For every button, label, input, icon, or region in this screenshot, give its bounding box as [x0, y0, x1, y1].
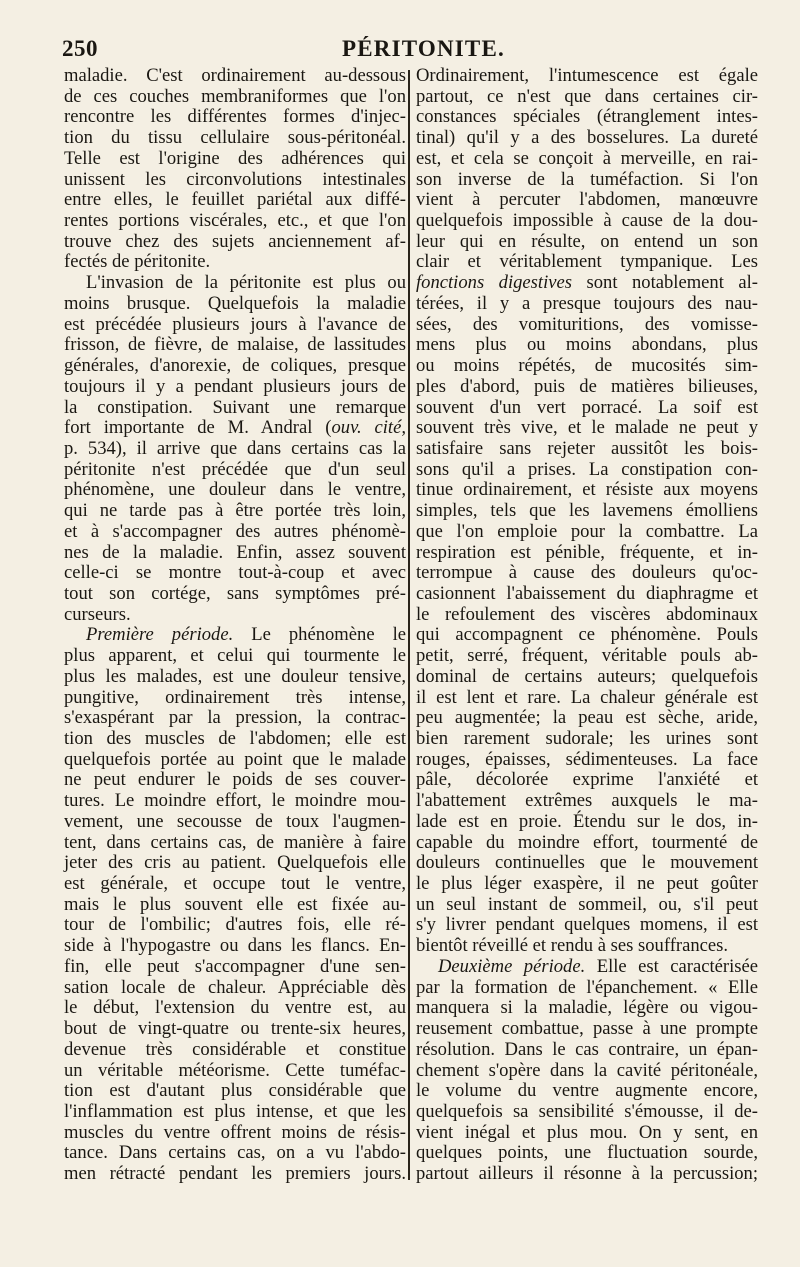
text-line: de ces couches membraniformes que l'on — [64, 85, 406, 107]
text-line: Telle est l'origine des adhérences qui — [64, 147, 406, 169]
text-line: est générale, et occupe tout le ventre, — [64, 873, 406, 895]
text-line: qui ne tarde pas à être portée très loin, — [64, 500, 406, 522]
text-line: dominal de certains auteurs; quelquefois — [416, 665, 758, 687]
text-line: partout, ce n'est que dans certaines cir- — [416, 85, 758, 107]
text-line: phénomène, une douleur dans le ventre, — [64, 479, 406, 501]
text-line: bientôt réveillé et rendu à ses souffrances. — [416, 935, 729, 957]
text-line: rentes portions viscérales, etc., et que l'on — [64, 210, 406, 232]
text-line: qui accompagnent ce phénomène. Pouls — [416, 624, 758, 646]
text-line: le début, l'extension du ventre est, au — [64, 997, 406, 1019]
text-line: la constipation. Suivant une remarque — [64, 396, 406, 418]
text-line: vient inégal et plus mou. On y sent, en — [416, 1121, 758, 1143]
text-line: l'abattement extrêmes auxquels le ma- — [416, 790, 758, 812]
text-line: tinue ordinairement, et résiste aux moyens — [416, 479, 758, 501]
text-line: le refoulement des viscères abdominaux — [416, 603, 758, 625]
text-line: p. 534), il arrive que dans certains cas la — [64, 437, 406, 459]
text-line: sation locale de chaleur. Appréciable dès — [64, 976, 406, 998]
text-line: mais le plus souvent elle est fixée au- — [64, 893, 406, 915]
text-line: nes de la maladie. Enfin, assez souvent — [64, 541, 406, 563]
text-line: L'invasion de la péritonite est plus ou — [86, 272, 406, 294]
text-line: térées, il y a presque toujours des nau- — [416, 292, 758, 314]
text-line: ples d'abord, puis de matières bilieuses, — [416, 375, 758, 397]
text-line: clair et véritablement tympanique. Les — [416, 251, 758, 273]
text-line: fort importante de M. Andral (ouv. cité, — [64, 417, 406, 439]
text-line: mens plus ou moins abondans, plus — [416, 334, 758, 356]
text-line: et à s'accompagner des autres phénomè- — [64, 520, 406, 542]
text-line: side à l'hypogastre ou dans les flancs. En- — [64, 935, 406, 957]
text-line: devenue très considérable et constitue — [64, 1038, 406, 1060]
text-line: maladie. C'est ordinairement au-dessous — [64, 65, 406, 86]
text-line: terrompue à cause des douleurs qu'oc- — [416, 562, 758, 584]
text-line: souvent très vive, et le malade ne peut y — [416, 417, 758, 439]
text-line: tance. Dans certains cas, on a vu l'abdo- — [64, 1142, 406, 1164]
text-line: tour de l'ombilic; d'autres fois, elle ré- — [64, 914, 406, 936]
text-line: rouges, épaisses, sédimenteuses. La face — [416, 748, 758, 770]
right-column — [416, 66, 758, 1185]
text-line: le plus léger exaspère, il ne peut goûter — [416, 873, 758, 895]
left-column — [64, 66, 406, 1185]
text-line: ne peut endurer le poids de ses couver- — [64, 769, 406, 791]
text-line: manquera si la maladie, légère ou vigou- — [416, 997, 758, 1019]
text-line: constances spéciales (étranglement intes- — [416, 106, 758, 128]
text-line: un seul instant de sommeil, ou, s'il peut — [416, 893, 758, 915]
text-line: le volume du ventre augmente encore, — [416, 1080, 758, 1102]
text-line: rencontre les différentes formes d'injec- — [64, 106, 406, 128]
text-line: sées, des vomituritions, des vomisse- — [416, 313, 758, 335]
text-line: plus les malades, est une douleur tensive, — [64, 665, 406, 687]
text-line: tinal) qu'il y a des bosselures. La dureté — [416, 127, 758, 149]
text-line: générales, d'anorexie, de coliques, presque — [64, 355, 406, 377]
text-line: vement, une secousse de toux l'augmen- — [64, 810, 406, 832]
text-line: souvent d'un vert porracé. La soif est — [416, 396, 758, 418]
text-line: tures. Le moindre effort, le moindre mou- — [64, 790, 406, 812]
text-line: curseurs. — [64, 603, 131, 625]
text-line: unissent les circonvolutions intestinales — [64, 168, 406, 190]
text-line: pungitive, ordinairement très intense, — [64, 686, 406, 708]
text-line: est, et cela se conçoit à merveille, en rai- — [416, 147, 758, 169]
text-line: entre elles, le feuillet pariétal aux diffé- — [64, 189, 406, 211]
text-line: tion des muscles de l'abdomen; elle est — [64, 728, 406, 749]
text-line: péritonite n'est précédée que d'un seul — [64, 458, 406, 480]
text-line: bien rarement sudorale; les urines sont — [416, 728, 758, 749]
text-line: moins brusque. Quelquefois la maladie — [64, 292, 406, 314]
text-line: un véritable météorisme. Cette tuméfac- — [64, 1059, 406, 1081]
text-line: tout son cortége, sans symptômes pré- — [64, 582, 406, 604]
text-line: pâle, décolorée exprime l'anxiété et — [416, 769, 758, 791]
column-divider — [408, 70, 410, 1180]
text-line: douleurs continuelles que le mouvement — [416, 852, 758, 874]
running-title: PÉRITONITE. — [342, 36, 505, 61]
text-line: résolution. Dans le cas contraire, un épan- — [416, 1038, 758, 1060]
text-line: frisson, de fièvre, de malaise, de lassitudes — [64, 334, 406, 356]
page-number: 250 — [62, 36, 98, 61]
text-line: respiration est pénible, fréquente, et in- — [416, 541, 758, 563]
text-line: que l'on emploie pour la combattre. La — [416, 520, 758, 542]
text-line: quelques points, une fluctuation sourde, — [416, 1142, 758, 1164]
text-line: peu augmentée; la peau est sèche, aride, — [416, 707, 758, 729]
text-line: leur qui en résulte, on entend un son — [416, 230, 758, 252]
text-line: est précédée plusieurs jours à l'avance de — [64, 313, 406, 335]
text-line: quelquefois portée au point que le malade — [64, 748, 406, 770]
text-line: simples, tels que les lavemens émolliens — [416, 500, 758, 522]
text-line: par la formation de l'épanchement. « Elle — [416, 976, 758, 998]
text-line: quelquefois sa sensibilité s'émousse, il de- — [416, 1100, 758, 1122]
text-line: tion est d'autant plus considérable que — [64, 1080, 406, 1102]
text-line: tion du tissu cellulaire sous-péritonéal. — [64, 127, 406, 149]
text-line: lade est en proie. Étendu sur le dos, in- — [416, 810, 758, 832]
text-line: vient à percuter l'abdomen, manœuvre — [416, 189, 758, 211]
text-line: celle-ci se montre tout-à-coup et avec — [64, 562, 406, 584]
text-line: tent, dans certains cas, de manière à faire — [64, 831, 406, 853]
page-header — [62, 36, 742, 66]
text-line: sons qu'il a prises. La constipation con- — [416, 458, 758, 480]
text-line: chement s'opère dans la cavité péritonéale, — [416, 1059, 758, 1081]
text-line: fectés de péritonite. — [64, 251, 211, 273]
text-line: Ordinairement, l'intumescence est égale — [416, 65, 758, 86]
text-line: toujours il y a pendant plusieurs jours de — [64, 375, 406, 397]
text-line: plus apparent, et celui qui tourmente le — [64, 645, 406, 667]
text-line: ou moins répétés, de mucosités sim- — [416, 355, 758, 377]
text-line: satisfaire sans rejeter aussitôt les bois- — [416, 437, 758, 459]
text-line: men rétracté pendant les premiers jours. — [64, 1163, 406, 1185]
text-line: s'exaspérant par la pression, la contrac- — [64, 707, 406, 729]
text-line: fonctions digestives sont notablement al- — [416, 272, 758, 294]
text-line: il est lent et rare. La chaleur générale est — [416, 686, 758, 708]
text-line: partout ailleurs il résonne à la percussion; — [416, 1163, 758, 1185]
text-line: s'y livrer pendant quelques momens, il est — [416, 914, 758, 936]
text-line: petit, serré, fréquent, véritable pouls ab- — [416, 645, 758, 667]
text-line: reusement combattue, passe à une prompte — [416, 1018, 758, 1040]
text-line: capable du moindre effort, tourmenté de — [416, 831, 758, 853]
text-line: bout de vingt-quatre ou trente-six heures, — [64, 1018, 406, 1040]
text-line: trouve chez des sujets anciennement af- — [64, 230, 406, 252]
text-line: Première période. Le phénomène le — [86, 624, 406, 646]
text-line: l'inflammation est plus intense, et que les — [64, 1100, 406, 1122]
text-line: son inverse de la tuméfaction. Si l'on — [416, 168, 758, 190]
text-line: quelquefois impossible à cause de la dou- — [416, 210, 758, 232]
text-line: fin, elle peut s'accompagner d'une sen- — [64, 955, 406, 977]
text-line: Deuxième période. Elle est caractérisée — [438, 955, 758, 977]
text-line: jeter des cris au patient. Quelquefois elle — [64, 852, 406, 874]
text-line: muscles du ventre offrent moins de résis- — [64, 1121, 406, 1143]
text-line: casionnent l'abaissement du diaphragme et — [416, 582, 758, 604]
